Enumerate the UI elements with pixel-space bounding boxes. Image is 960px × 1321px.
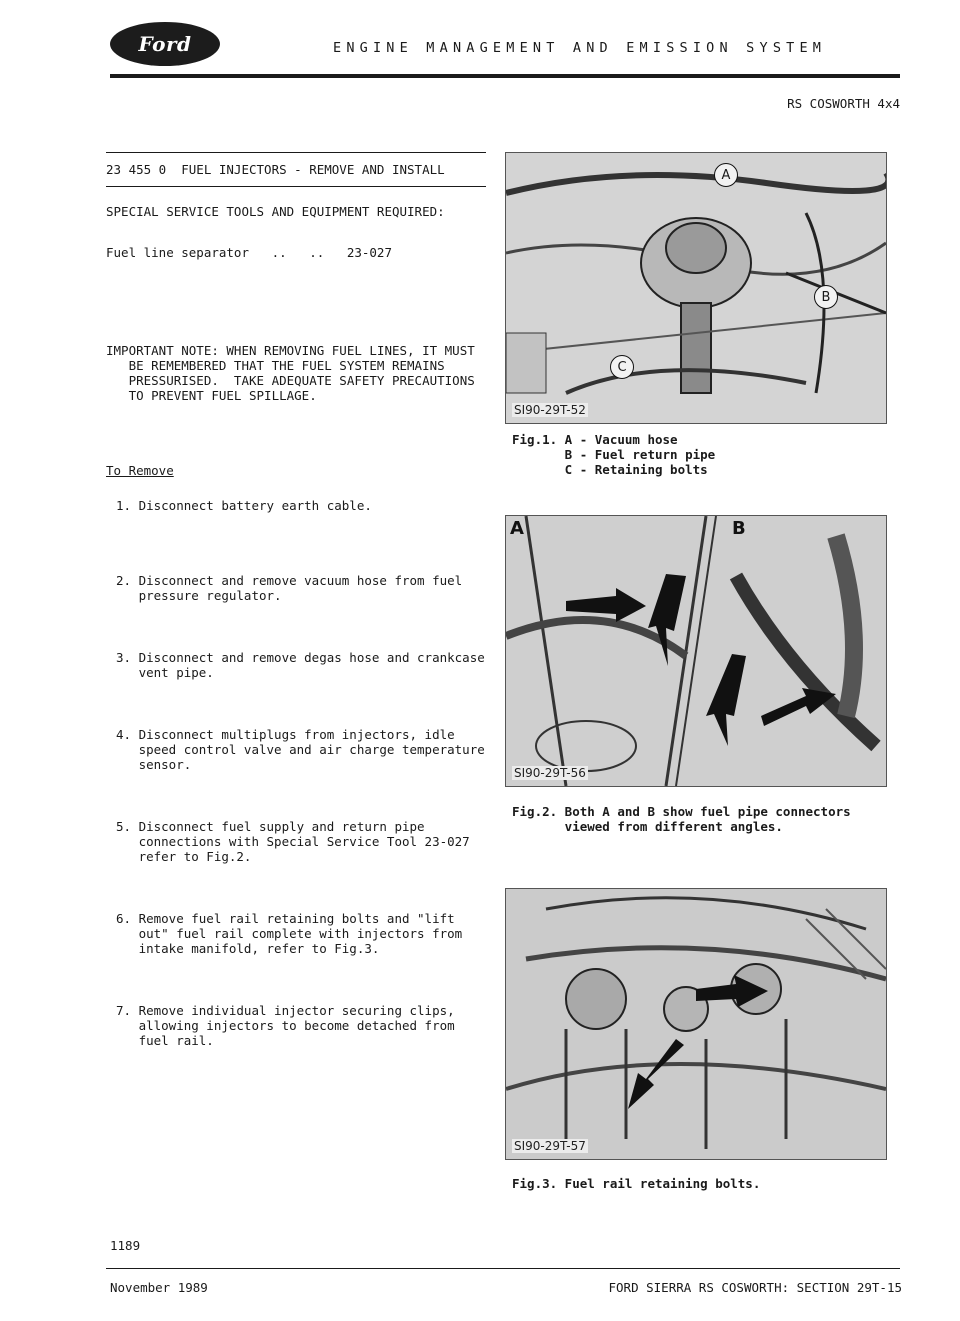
step-line: 7. Remove individual injector securing clips, xyxy=(116,1003,455,1018)
step-line: speed control valve and air charge temperature xyxy=(116,742,485,757)
step-4 xyxy=(116,727,485,772)
step-1 xyxy=(116,498,372,513)
figure-1-image xyxy=(505,152,887,424)
callout-c: C xyxy=(610,355,634,379)
fuel-rail-illustration xyxy=(506,889,886,1159)
step-line: refer to Fig.2. xyxy=(116,849,252,864)
figure-1-ref: SI90-29T-52 xyxy=(514,403,586,417)
fuel-connector-illustration xyxy=(506,516,886,786)
step-line: intake manifold, refer to Fig.3. xyxy=(116,941,380,956)
document-title: ENGINE MANAGEMENT AND EMISSION SYSTEM xyxy=(333,40,827,56)
figure-3-caption xyxy=(512,1176,760,1191)
caption-line: Fig.1. A - Vacuum hose xyxy=(512,432,678,447)
to-remove-heading: To Remove xyxy=(106,463,174,478)
figure-2-ref: SI90-29T-56 xyxy=(514,766,586,780)
page-number: 1189 xyxy=(110,1238,141,1253)
step-line: vent pipe. xyxy=(116,665,214,680)
caption-line: C - Retaining bolts xyxy=(512,462,708,477)
callout-a: A xyxy=(714,163,738,187)
step-line: 3. Disconnect and remove degas hose and crankcase xyxy=(116,650,485,665)
step-line: fuel rail. xyxy=(116,1033,214,1048)
step-line: 4. Disconnect multiplugs from injectors, idle xyxy=(116,727,455,742)
header-rule xyxy=(110,74,900,78)
caption-line: Fig.2. Both A and B show fuel pipe connectors xyxy=(512,804,851,819)
figure-2-image xyxy=(505,515,887,787)
step-7 xyxy=(116,1003,455,1048)
footer-rule xyxy=(106,1268,900,1269)
important-note xyxy=(106,343,475,403)
footer-date: November 1989 xyxy=(110,1280,208,1295)
step-line: pressure regulator. xyxy=(116,588,282,603)
tool-entry: Fuel line separator .. .. 23-027 xyxy=(106,245,392,260)
step-line: 6. Remove fuel rail retaining bolts and "lift xyxy=(116,911,455,926)
step-line: 5. Disconnect fuel supply and return pipe xyxy=(116,819,425,834)
step-3 xyxy=(116,650,485,680)
figure-3-ref: SI90-29T-57 xyxy=(514,1139,586,1153)
figure-3-image xyxy=(505,888,887,1160)
caption-line: viewed from different angles. xyxy=(512,819,783,834)
heading-rule-bottom xyxy=(106,186,486,187)
note-line: TO PREVENT FUEL SPILLAGE. xyxy=(106,388,317,403)
step-line: 2. Disconnect and remove vacuum hose from fuel xyxy=(116,573,463,588)
footer-section-ref: FORD SIERRA RS COSWORTH: SECTION 29T-15 xyxy=(608,1280,902,1295)
callout-b: B xyxy=(814,285,838,309)
figure-2-caption xyxy=(512,804,851,834)
label-a: A xyxy=(510,518,524,539)
step-2 xyxy=(116,573,462,603)
figure-1-caption xyxy=(512,432,715,477)
step-5 xyxy=(116,819,470,864)
step-line: 1. Disconnect battery earth cable. xyxy=(116,498,372,513)
logo-text: Ford xyxy=(138,32,192,56)
ford-logo xyxy=(110,22,220,66)
heading-rule-top xyxy=(106,152,486,153)
model-subtitle: RS COSWORTH 4x4 xyxy=(787,96,900,111)
note-line: BE REMEMBERED THAT THE FUEL SYSTEM REMAINS xyxy=(106,358,445,373)
step-line: connections with Special Service Tool 23-027 xyxy=(116,834,470,849)
step-line: sensor. xyxy=(116,757,192,772)
step-6 xyxy=(116,911,462,956)
label-b: B xyxy=(732,518,746,539)
step-line: allowing injectors to become detached from xyxy=(116,1018,455,1033)
caption-line: Fig.3. Fuel rail retaining bolts. xyxy=(512,1176,761,1191)
section-heading: 23 455 0 FUEL INJECTORS - REMOVE AND INSTALL xyxy=(106,162,445,177)
note-line: IMPORTANT NOTE: WHEN REMOVING FUEL LINES, IT MUST xyxy=(106,343,475,358)
tools-heading: SPECIAL SERVICE TOOLS AND EQUIPMENT REQUIRED: xyxy=(106,204,445,219)
note-line: PRESSURISED. TAKE ADEQUATE SAFETY PRECAUTIONS xyxy=(106,373,475,388)
step-line: out" fuel rail complete with injectors from xyxy=(116,926,463,941)
caption-line: B - Fuel return pipe xyxy=(512,447,716,462)
